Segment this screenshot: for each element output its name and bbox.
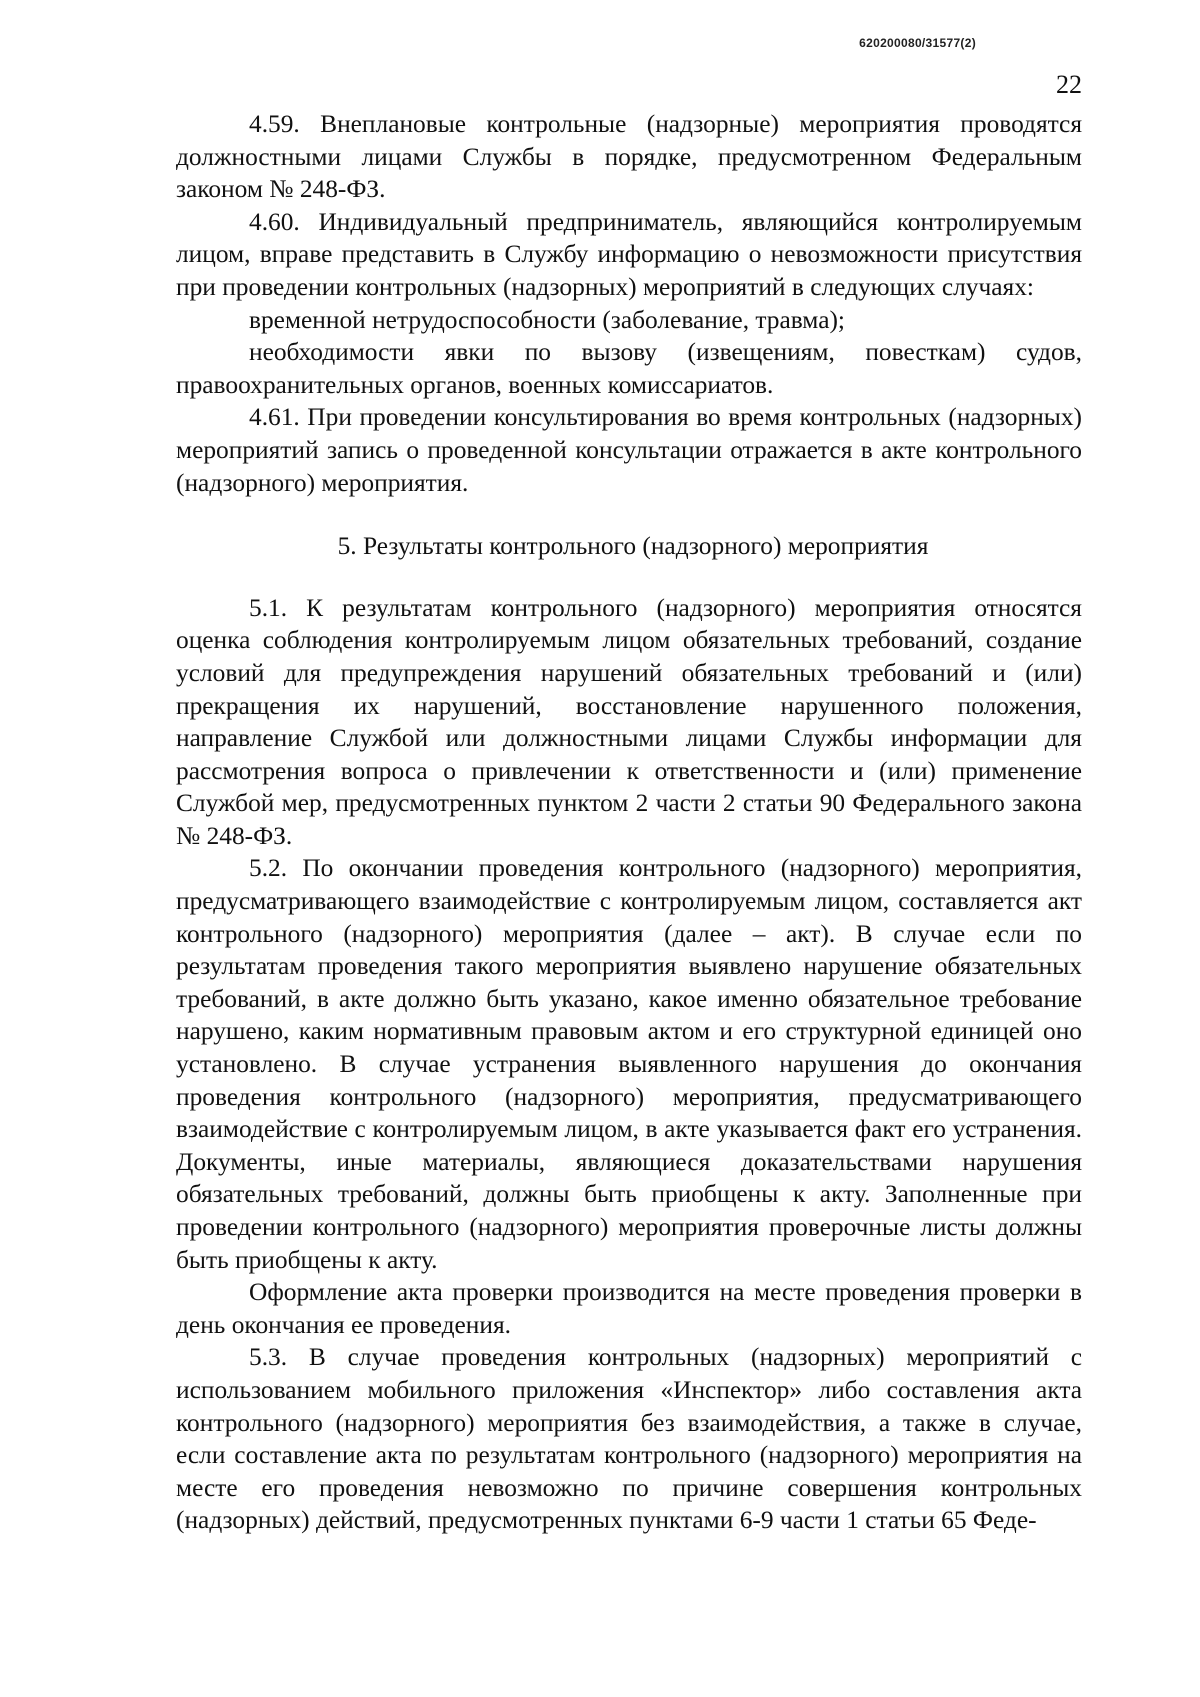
document-code: 620200080/31577(2) bbox=[859, 36, 976, 50]
paragraph-4-60-case-1: временной нетрудоспособности (заболевание, травма); bbox=[249, 305, 845, 334]
paragraph-5-2: 5.2. По окончании проведения контрольного (надзорного) мероприятия, предусматривающего взаимодействие с контролируемым лицом, составляется акт контрольного (надзорного) мероприятия (далее – акт). В случае если по результатам проведения такого мероприятия выявлено нарушение обязательных требований, в акте должно быть указано, какое именно обязательное требование нарушено, каким нормативным правовым актом и его структурной единицей оно установлено. В случае устранения выявленного нарушения до окончания проведения контрольного (надзорного) мероприятия, предусматривающего взаимодействие с контролируемым лицом, в акте указывается факт его устранения. Документы, иные материалы, являющиеся доказательствами нарушения обязательных требований, должны быть приобщены к акту. Заполненные при проведении контрольного (надзорного) мероприятия проверочные листы должны быть приобщены к акту. bbox=[176, 854, 1082, 1274]
document-body bbox=[176, 108, 1082, 1537]
paragraph-5-1: 5.1. К результатам контрольного (надзорного) мероприятия относятся оценка соблюдения контролируемым лицом обязательных требований, создание условий для предупреждения нарушений обязательных требований и (или) прекращения их нарушений, восстановление нарушенного положения, направление Службой или должностными лицами Службы информации для рассмотрения вопроса о привлечении к ответственности и (или) применение Службой мер, предусмотренных пунктом 2 части 2 статьи 90 Федерального закона № 248-ФЗ. bbox=[176, 593, 1082, 850]
paragraph-4-59: 4.59. Внеплановые контрольные (надзорные) мероприятия проводятся должностными лицами Службы в порядке, предусмотренном Федеральным законом № 248-ФЗ. bbox=[176, 110, 1082, 204]
section-5-heading: 5. Результаты контрольного (надзорного) мероприятия bbox=[337, 532, 929, 561]
page-number: 22 bbox=[1056, 70, 1082, 99]
paragraph-4-61: 4.61. При проведении консультирования во время контрольных (надзорных) мероприятий запись о проведенной консультации отражается в акте контрольного (надзорного) мероприятия. bbox=[176, 403, 1082, 497]
paragraph-5-2-registration: Оформление акта проверки производится на месте проведения проверки в день окончания ее проведения. bbox=[176, 1278, 1082, 1339]
paragraph-5-3: 5.3. В случае проведения контрольных (надзорных) мероприятий с использованием мобильного приложения «Инспектор» либо составления акта контрольного (надзорного) мероприятия без взаимодействия, а также в случае, если составление акта по результатам контрольного (надзорного) мероприятия на месте его проведения невозможно по причине совершения контрольных (надзорных) действий, предусмотренных пунктами 6-9 части 1 статьи 65 Феде- bbox=[176, 1343, 1082, 1535]
paragraph-4-60: 4.60. Индивидуальный предприниматель, являющийся контролируемым лицом, вправе представить в Службу информацию о невозможности присутствия при проведении контрольных (надзорных) мероприятий в следующих случаях: bbox=[176, 207, 1082, 301]
paragraph-4-60-case-2: необходимости явки по вызову (извещениям, повесткам) судов, правоохранительных органов, военных комиссариатов. bbox=[176, 338, 1082, 399]
